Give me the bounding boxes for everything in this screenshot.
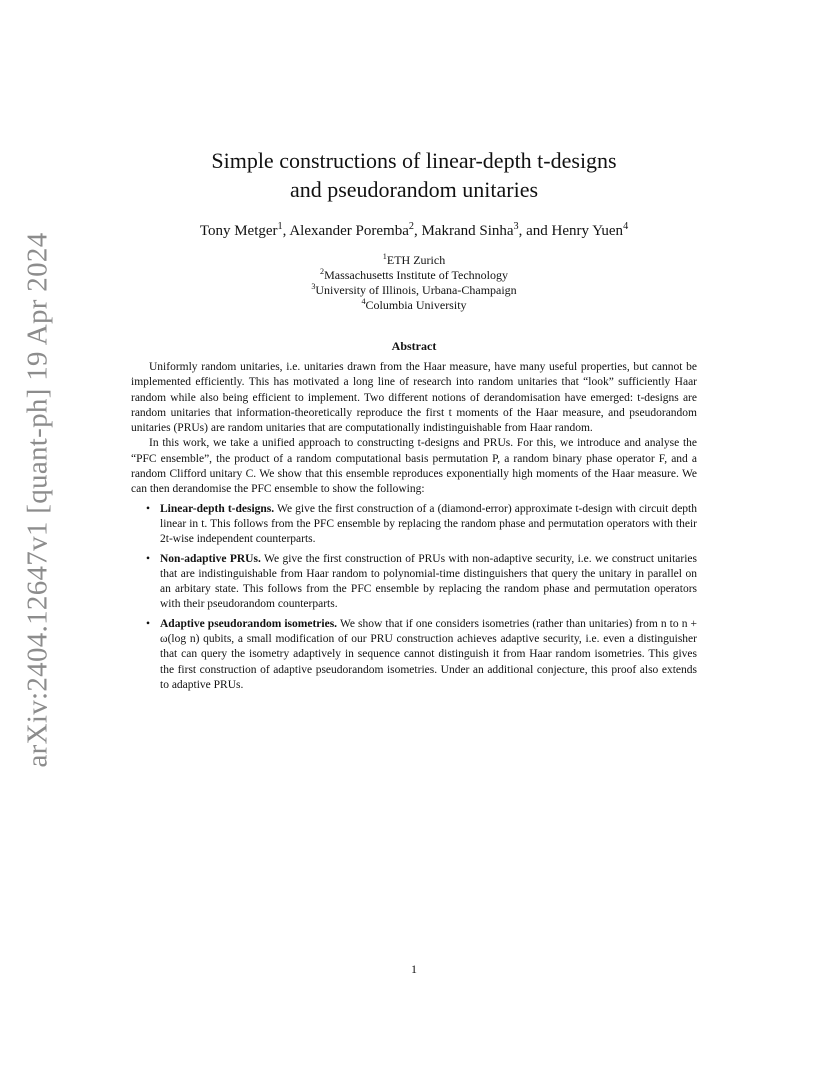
affiliations	[0, 253, 828, 313]
list-item: • Non-adaptive PRUs. We give the first construction of PRUs with non-adaptive security, i.e. we construct unitaries that are indistinguishable from Haar random to polynomial-time distinguishers that query the unitary in parallel on an arbitary state. This follows from the PFC ensemble by replacing the random phase and permutation operators with their pseudorandom counterparts.	[146, 552, 697, 611]
bullet-icon: •	[146, 502, 151, 515]
bullet-icon: •	[146, 617, 151, 630]
abstract-body	[131, 360, 697, 697]
author: Makrand Sinha$^3$, and	[421, 221, 552, 239]
paper-title	[0, 146, 828, 204]
author-list	[0, 223, 828, 240]
abstract-paragraph: In this work, we take a unified approach to constructing t-designs and PRUs. For this, we introduce and analyse the “PFC ensemble”, the product of a random computational basis permutation P, a random binary phase operator F, and a random Clifford unitary C. We show that this ensemble reproduces exponentially high moments of the Haar measure. We can then derandomise the PFC ensemble to show the following:	[131, 437, 697, 496]
author: Henry Yuen$^4$	[551, 221, 629, 239]
affiliation: $^1$ETH Zurich	[382, 252, 446, 267]
affiliation: $^4$Columbia University	[361, 297, 467, 312]
page-number: 1	[411, 962, 417, 976]
affiliation: $^2$Massachusetts Institute of Technology	[320, 267, 508, 282]
bullet-icon: •	[146, 552, 151, 565]
title-line-1: Simple constructions of linear-depth t-designs	[211, 148, 617, 173]
contribution-list	[131, 502, 697, 694]
author: Alexander Poremba$^2$,	[289, 221, 422, 239]
abstract-heading: Abstract	[391, 339, 437, 353]
list-item: • Adaptive pseudorandom isometries. We show that if one considers isometries (rather than unitaries) from n to n + ω(log n) qubits, a small modification of our PRU construction achieves adaptive security, i.e. even a distinguisher that can query the isometry adaptively in sequence cannot distinguish it from Haar random isometries. This gives the first construction of adaptive pseudorandom isometries. Under an additional conjecture, this proof also extends to adaptive PRUs.	[146, 617, 698, 691]
arxiv-side-stamp: arXiv:2404.12647v1 [quant-ph] 19 Apr 2024	[21, 232, 54, 768]
abstract-paragraph: Uniformly random unitaries, i.e. unitaries drawn from the Haar measure, have many useful properties, but cannot be implemented efficiently. This has motivated a long line of research into random unitaries that “look” sufficiently Haar random while also being efficient to implement. Two different notions of derandomisation have emerged: t-designs are random unitaries that information-theoretically reproduce the first t moments of the Haar measure, and pseudorandom unitaries (PRUs) are random unitaries that are computationally indistinguishable from Haar random.	[131, 361, 697, 435]
affiliation: $^3$University of Illinois, Urbana-Champaign	[311, 282, 517, 297]
list-item: • Linear-depth t-designs. We give the first construction of a (diamond-error) approximate t-design with circuit depth linear in t. This follows from the PFC ensemble by replacing the random phase and permutation operators with their 2t-wise independent counterparts.	[146, 502, 697, 546]
author: Tony Metger$^1$,	[199, 221, 290, 239]
title-line-2: and pseudorandom unitaries	[289, 177, 539, 202]
